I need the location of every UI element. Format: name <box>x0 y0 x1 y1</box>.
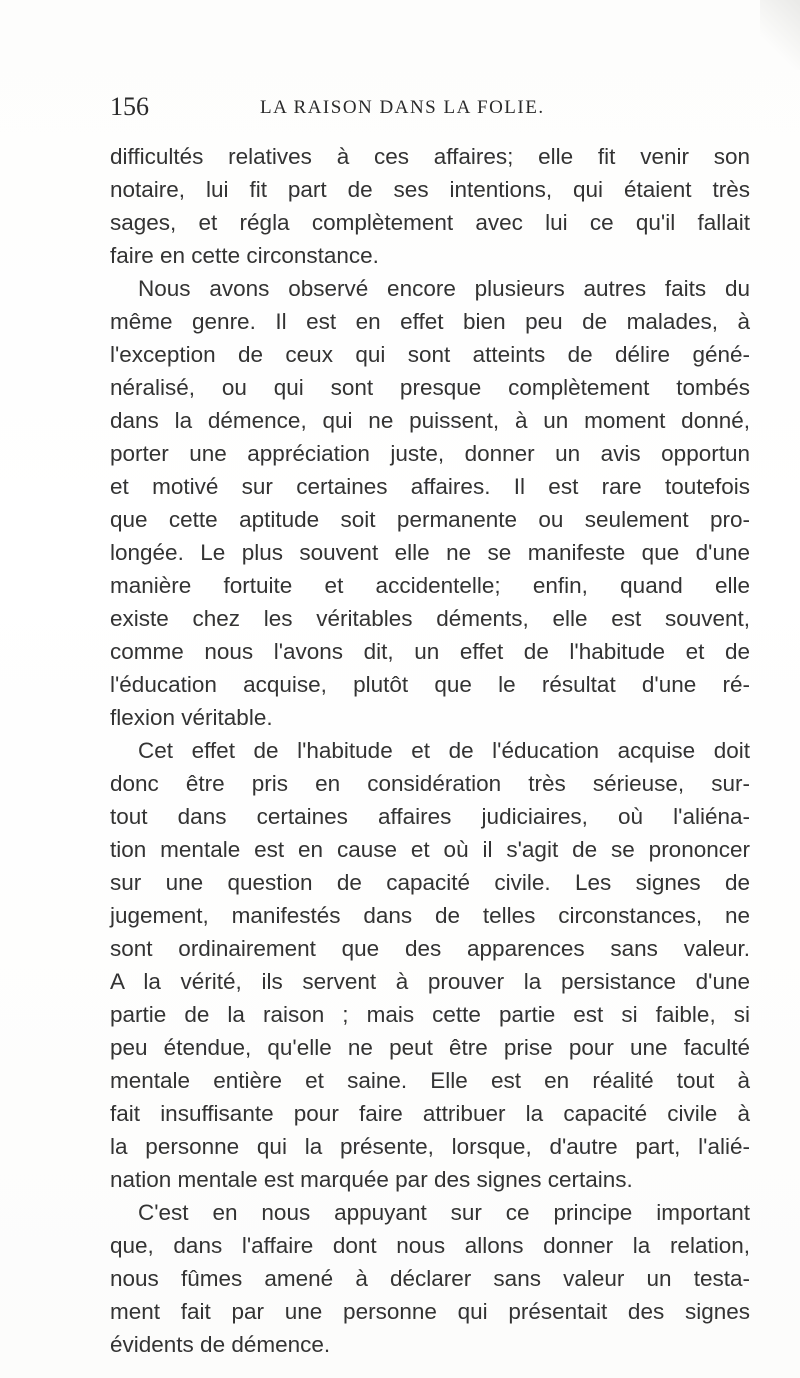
text-line: comme nous l'avons dit, un effet de l'habitude et de <box>110 639 750 664</box>
paragraph <box>110 140 750 272</box>
text-line: la personne qui la présente, lorsque, d'autre part, l'alié- <box>110 1134 750 1159</box>
text-line: que cette aptitude soit permanente ou seulement pro- <box>110 507 750 532</box>
text-line: faire en cette circonstance. <box>110 243 379 268</box>
text-line: jugement, manifestés dans de telles circonstances, ne <box>110 903 750 928</box>
paragraph <box>110 1196 750 1361</box>
text-line: longée. Le plus souvent elle ne se manifeste que d'une <box>110 540 750 565</box>
text-line: évidents de démence. <box>110 1332 331 1357</box>
text-line: l'exception de ceux qui sont atteints de délire géné- <box>110 342 750 367</box>
text-line: fait insuffisante pour faire attribuer la capacité civile à <box>110 1101 750 1126</box>
text-line: néralisé, ou qui sont presque complètement tombés <box>110 375 750 400</box>
text-line: Cet effet de l'habitude et de l'éducation acquise doit <box>138 738 750 763</box>
text-line: Nous avons observé encore plusieurs autres faits du <box>138 276 750 301</box>
text-line: ment fait par une personne qui présentait des signes <box>110 1299 750 1324</box>
text-line: difficultés relatives à ces affaires; elle fit venir son <box>110 144 750 169</box>
text-line: et motivé sur certaines affaires. Il est rare toutefois <box>110 474 750 499</box>
text-line: manière fortuite et accidentelle; enfin, quand elle <box>110 573 750 598</box>
text-line: mentale entière et saine. Elle est en réalité tout à <box>110 1068 750 1093</box>
text-line: nation mentale est marquée par des signes certains. <box>110 1167 633 1192</box>
text-line: sages, et régla complètement avec lui ce qu'il fallait <box>110 210 750 235</box>
text-line: sur une question de capacité civile. Les signes de <box>110 870 750 895</box>
text-line: C'est en nous appuyant sur ce principe important <box>138 1200 750 1225</box>
text-line: dans la démence, qui ne puissent, à un moment donné, <box>110 408 750 433</box>
text-line: peu étendue, qu'elle ne peut être prise pour une faculté <box>110 1035 750 1060</box>
text-line: sont ordinairement que des apparences sans valeur. <box>110 936 750 961</box>
text-line: l'éducation acquise, plutôt que le résultat d'une ré- <box>110 672 750 697</box>
page-corner-shadow <box>760 0 800 70</box>
text-line: tout dans certaines affaires judiciaires, où l'aliéna- <box>110 804 750 829</box>
running-header <box>110 92 750 122</box>
paragraph <box>110 734 750 1196</box>
text-line: tion mentale est en cause et où il s'agit de se prononcer <box>110 837 750 862</box>
text-line: flexion véritable. <box>110 705 273 730</box>
text-line: nous fûmes amené à déclarer sans valeur un testa- <box>110 1266 750 1291</box>
text-line: que, dans l'affaire dont nous allons donner la relation, <box>110 1233 750 1258</box>
page-number: 156 <box>110 92 149 121</box>
text-line: A la vérité, ils servent à prouver la persistance d'une <box>110 969 750 994</box>
text-line: notaire, lui fit part de ses intentions, qui étaient très <box>110 177 750 202</box>
paragraph <box>110 272 750 734</box>
text-line: partie de la raison ; mais cette partie est si faible, si <box>110 1002 750 1027</box>
body-text <box>110 140 750 1361</box>
text-line: porter une appréciation juste, donner un avis opportun <box>110 441 750 466</box>
text-line: même genre. Il est en effet bien peu de malades, à <box>110 309 750 334</box>
text-line: existe chez les véritables déments, elle est souvent, <box>110 606 750 631</box>
text-line: donc être pris en considération très sérieuse, sur- <box>110 771 750 796</box>
running-title: LA RAISON DANS LA FOLIE. <box>260 97 545 118</box>
